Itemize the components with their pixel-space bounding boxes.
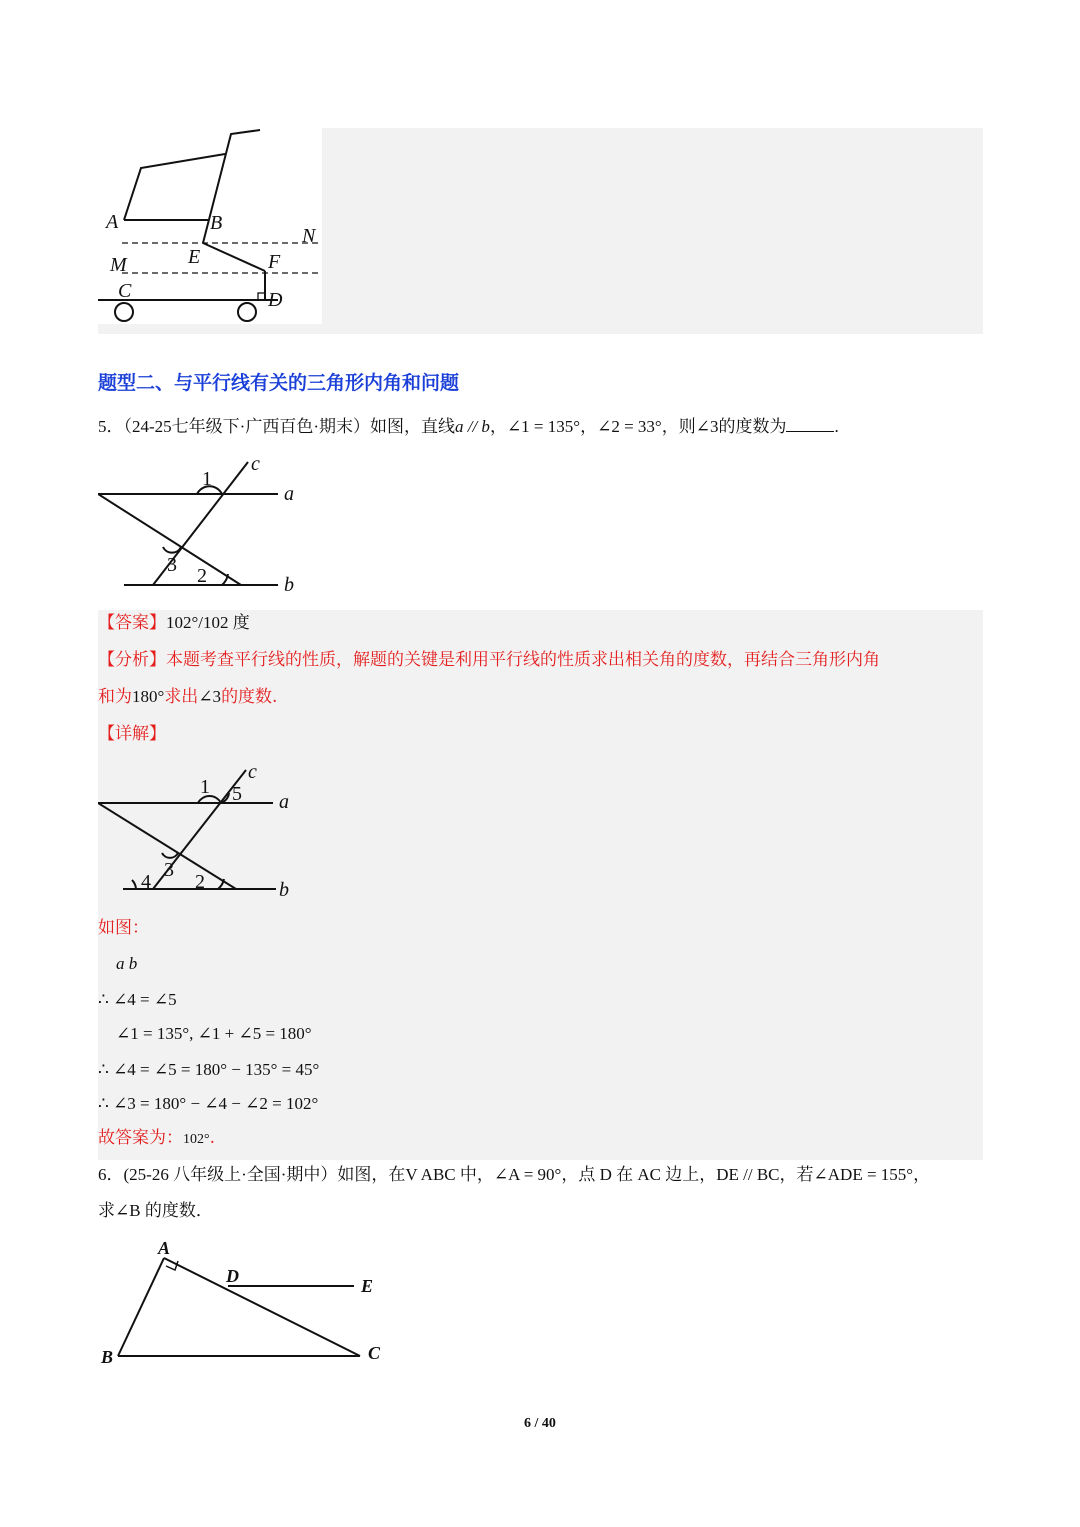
detail-label-b: b	[279, 879, 289, 900]
q5-cond3: ∠2 = 33°	[597, 417, 662, 436]
step-2: ∴ ∠4 = ∠5	[98, 990, 177, 1009]
q5-source: （24-25七年级下·广西百色·期末）	[123, 417, 370, 436]
detail-label-a: a	[279, 791, 289, 813]
q5-label-2: 2	[197, 565, 207, 587]
q5-text-mid: ，则	[661, 417, 696, 436]
analysis-text-2d: ∠3	[198, 687, 222, 706]
q5-cond1: a // b	[454, 417, 490, 436]
final-end: .	[209, 1128, 216, 1148]
detail-label-1: 1	[200, 776, 210, 798]
q5-cond4: ∠3	[695, 417, 719, 436]
q6-figure	[98, 1236, 398, 1376]
q6-label-D: D	[226, 1266, 239, 1286]
detail-label-2: 2	[195, 871, 205, 893]
q6-label-B: B	[101, 1347, 114, 1367]
q5-figure	[98, 452, 308, 592]
label-D: D	[268, 289, 283, 311]
final-value: 102°	[183, 1132, 210, 1147]
answer-value: 102°/102 度	[166, 613, 250, 632]
q5-label-b: b	[284, 574, 294, 592]
label-F: F	[268, 251, 281, 273]
label-A: A	[106, 211, 119, 233]
page-number: 6 / 40	[524, 1416, 556, 1431]
label-B: B	[210, 212, 223, 234]
q5-text-after: 的度数为	[718, 417, 787, 436]
analysis-text-2b: 180°	[132, 687, 165, 706]
q5-sep2: ，	[580, 417, 598, 436]
answer-line	[98, 611, 250, 635]
q6-label-E: E	[361, 1276, 374, 1296]
as-figure: 如图：	[98, 918, 149, 938]
step-5: ∴ ∠3 = 180° − ∠4 − ∠2 = 102°	[98, 1094, 319, 1113]
step-4: ∴ ∠4 = ∠5 = 180° − 135° = 45°	[98, 1060, 320, 1079]
q5-label-1: 1	[202, 468, 212, 490]
analysis-text-2e: 的度数.	[221, 687, 278, 707]
label-N: N	[302, 225, 316, 247]
q5-end: .	[834, 417, 839, 436]
question-6-line-1: 6．(25-26 八年级上·全国·期中）如图，在V ABC 中，∠A = 90°，点 D 在 AC 边上，DE // BC，若∠ADE = 155°，	[98, 1165, 931, 1184]
q5-number: 5．	[98, 417, 124, 436]
step-1: a b	[116, 954, 138, 973]
section-heading: 题型二、与平行线有关的三角形内角和问题	[98, 372, 460, 394]
detail-tag: 【详解】	[98, 724, 166, 744]
question-5-text	[98, 413, 839, 439]
answer-tag: 【答案】	[98, 613, 166, 633]
label-E: E	[188, 246, 201, 268]
analysis-text-1: 本题考查平行线的性质，解题的关键是利用平行线的性质求出相关角的度数，再结合三角形内角	[166, 650, 880, 670]
detail-label-4: 4	[141, 871, 151, 893]
analysis-tag: 【分析】	[98, 650, 166, 670]
analysis-text-2c: 求出	[164, 687, 199, 707]
q5-label-c: c	[251, 453, 260, 475]
detail-figure	[98, 760, 308, 900]
detail-label-5: 5	[232, 783, 242, 805]
final-prefix: 故答案为：	[98, 1128, 183, 1148]
analysis-line-1	[98, 648, 880, 672]
q6-label-A: A	[158, 1238, 171, 1258]
analysis-text-2a: 和为	[98, 687, 132, 707]
detail-label-c: c	[248, 761, 257, 783]
q5-label-a: a	[284, 483, 294, 505]
q6-label-C: C	[368, 1343, 381, 1363]
q5-cond2: ∠1 = 135°	[506, 417, 581, 436]
question-6-line-2: 求∠B 的度数．	[98, 1201, 213, 1220]
q5-sep1: ，	[489, 417, 507, 436]
shopping-cart-figure	[98, 128, 322, 324]
step-3: ∠1 = 135°, ∠1 + ∠5 = 180°	[116, 1024, 312, 1043]
analysis-line-2	[98, 685, 277, 709]
answer-blank[interactable]	[786, 413, 834, 432]
final-answer	[98, 1126, 215, 1152]
q5-label-3: 3	[167, 554, 177, 576]
q5-text-before: 如图，直线	[369, 417, 455, 436]
label-M: M	[110, 254, 127, 276]
detail-label-3: 3	[164, 859, 174, 881]
label-C: C	[118, 280, 132, 302]
